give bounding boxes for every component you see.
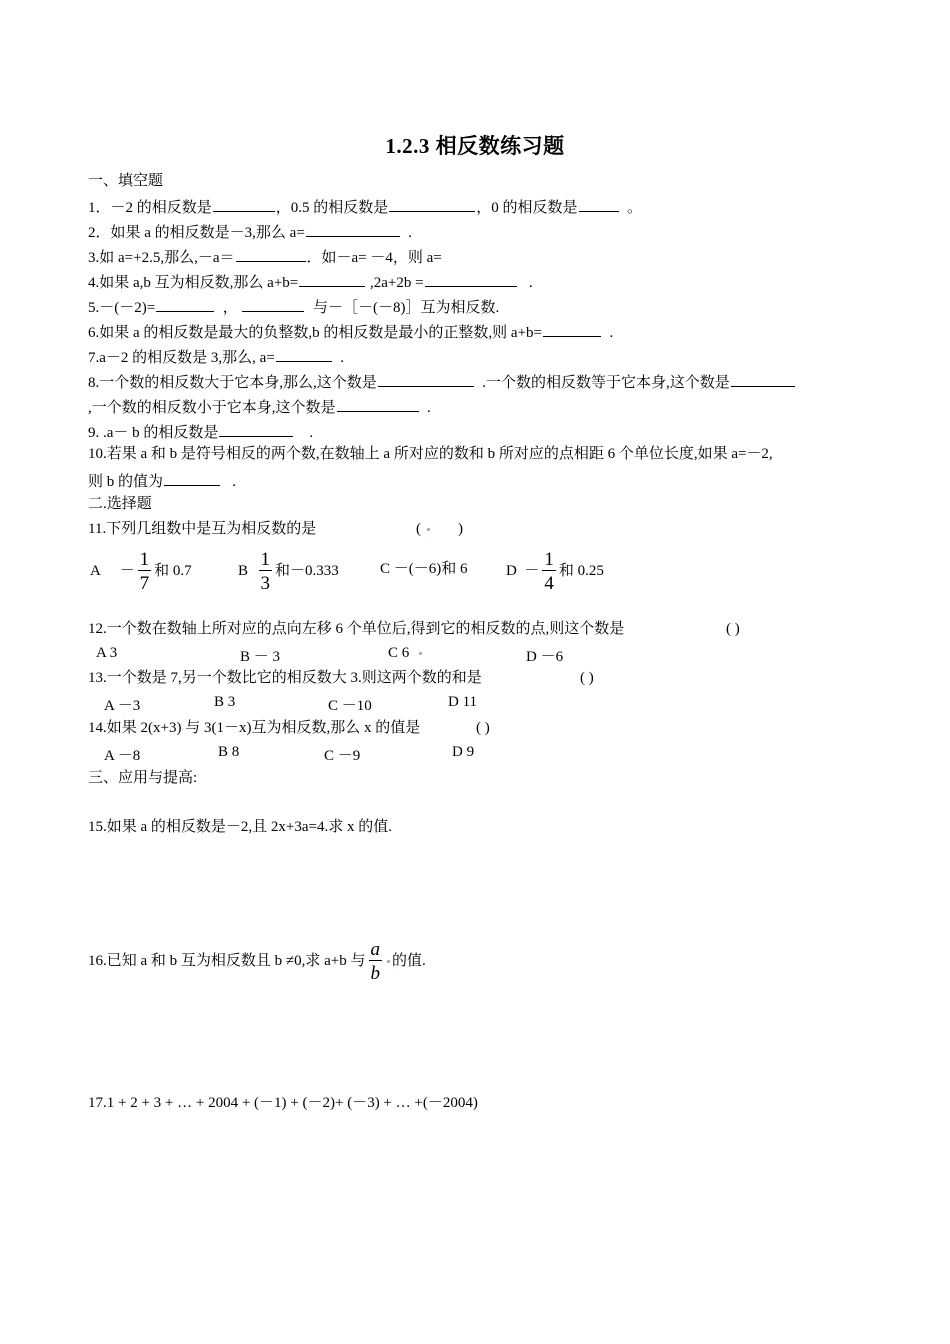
question-1: 1．－2 的相反数是 ，0.5 的相反数是 ，0 的相反数是 。 (88, 196, 642, 217)
blank-6[interactable] (543, 321, 601, 337)
dot-mark (427, 528, 430, 531)
blank-1a[interactable] (213, 196, 275, 212)
option-13-b[interactable]: B 3 (214, 694, 236, 710)
option-12-b[interactable]: B － 3 (240, 649, 281, 665)
dot-mark (419, 652, 422, 655)
answer-paren-13[interactable]: ( ) (580, 670, 594, 686)
page-title: 1.2.3 相反数练习题 (385, 134, 565, 158)
fraction-1-3: $\frac{1}{3}$ (260, 549, 271, 594)
option-12-a[interactable]: A 3 (96, 645, 118, 661)
option-14-d[interactable]: D 9 (452, 744, 475, 760)
question-2: 2．如果 a 的相反数是－3,那么 a= . (88, 221, 412, 242)
dot-mark (387, 960, 390, 963)
section-fill-blank: 一、填空题 (88, 173, 164, 189)
question-10-line1: 10.若果 a 和 b 是符号相反的两个数,在数轴上 a 所对应的数和 b 所对应的点相距 6 个单位长度,如果 a=－2, (88, 446, 773, 462)
section-application: 三、应用与提高: (88, 770, 198, 786)
blank-10[interactable] (164, 470, 220, 486)
blank-1c[interactable] (579, 196, 619, 212)
fraction-1-7: $\frac{1}{7}$ (139, 549, 150, 594)
option-13-a[interactable]: A －3 (104, 698, 141, 714)
option-14-a[interactable]: A －8 (104, 748, 141, 764)
blank-9[interactable] (219, 421, 293, 437)
blank-2[interactable] (306, 221, 400, 237)
question-3: 3.如 a=+2.5,那么,－a＝ ．如－a= －4，则 a= (88, 246, 442, 267)
question-5: 5.－(－2)= ， 与－［－(－8)］互为相反数. (88, 296, 499, 317)
option-14-c[interactable]: C －9 (324, 748, 361, 764)
blank-3a[interactable] (236, 246, 306, 262)
question-7: 7.a－2 的相反数是 3,那么, a= . (88, 346, 344, 367)
question-9: 9. .a－ b 的相反数是 . (88, 421, 313, 442)
option-11-c[interactable]: C －(－6)和 6 (380, 561, 468, 577)
answer-paren-11[interactable]: ( ) (416, 521, 463, 537)
question-14: 14.如果 2(x+3) 与 3(1－x)互为相反数,那么 x 的值是 ( ) (88, 720, 490, 736)
question-13: 13.一个数是 7,另一个数比它的相反数大 3.则这两个数的和是 ( ) (88, 670, 594, 686)
blank-5b[interactable] (242, 296, 304, 312)
question-12: 12.一个数在数轴上所对应的点向左移 6 个单位后,得到它的相反数的点,则这个数是 ( ) (88, 621, 740, 637)
option-13-c[interactable]: C －10 (328, 698, 372, 714)
blank-4b[interactable] (425, 271, 517, 287)
option-11-b[interactable]: B $\frac{1}{3}$ 和－0.333 (238, 549, 339, 594)
option-12-d[interactable]: D －6 (526, 649, 564, 665)
option-11-d[interactable]: D － $\frac{1}{4}$ 和 0.25 (506, 549, 604, 594)
blank-1b[interactable] (389, 196, 475, 212)
blank-8a[interactable] (378, 371, 474, 387)
answer-paren-12[interactable]: ( ) (726, 621, 740, 637)
section-multiple-choice: 二.选择题 (88, 496, 152, 512)
question-8-line2: ,一个数的相反数小于它本身,这个数是 . (88, 396, 431, 417)
blank-4a[interactable] (299, 271, 365, 287)
option-11-a[interactable]: A － $\frac{1}{7}$ 和 0.7 (90, 549, 192, 594)
answer-paren-14[interactable]: ( ) (476, 720, 490, 736)
question-10-line2: 则 b 的值为 . (88, 470, 236, 491)
option-14-b[interactable]: B 8 (218, 744, 240, 760)
question-15: 15.如果 a 的相反数是－2,且 2x+3a=4.求 x 的值. (88, 819, 392, 835)
question-11: 11.下列几组数中是互为相反数的是 ( ) (88, 521, 463, 537)
blank-7[interactable] (276, 346, 332, 362)
blank-5a[interactable] (156, 296, 214, 312)
blank-8b[interactable] (731, 371, 795, 387)
question-17: 17.1 + 2 + 3 + … + 2004 + (－1) + (－2)+ (－3) + … +(－2004) (88, 1095, 478, 1111)
question-16: 16.已知 a 和 b 互为相反数且 b ≠0,求 a+b 与 $\frac{a}{b}$ 的值. (88, 939, 426, 984)
fraction-a-over-b: $\frac{a}{b}$ (370, 939, 381, 984)
option-13-d[interactable]: D 11 (448, 694, 478, 710)
question-6: 6.如果 a 的相反数是最大的负整数,b 的相反数是最小的正整数,则 a+b= . (88, 321, 613, 342)
question-8-line1: 8.一个数的相反数大于它本身,那么,这个数是 .一个数的相反数等于它本身,这个数是 (88, 371, 796, 392)
question-4: 4.如果 a,b 互为相反数,那么 a+b= ,2a+2b = . (88, 271, 533, 292)
fraction-1-4: $\frac{1}{4}$ (544, 549, 554, 594)
blank-8c[interactable] (337, 396, 419, 412)
option-12-c[interactable]: C 6 (388, 645, 424, 662)
